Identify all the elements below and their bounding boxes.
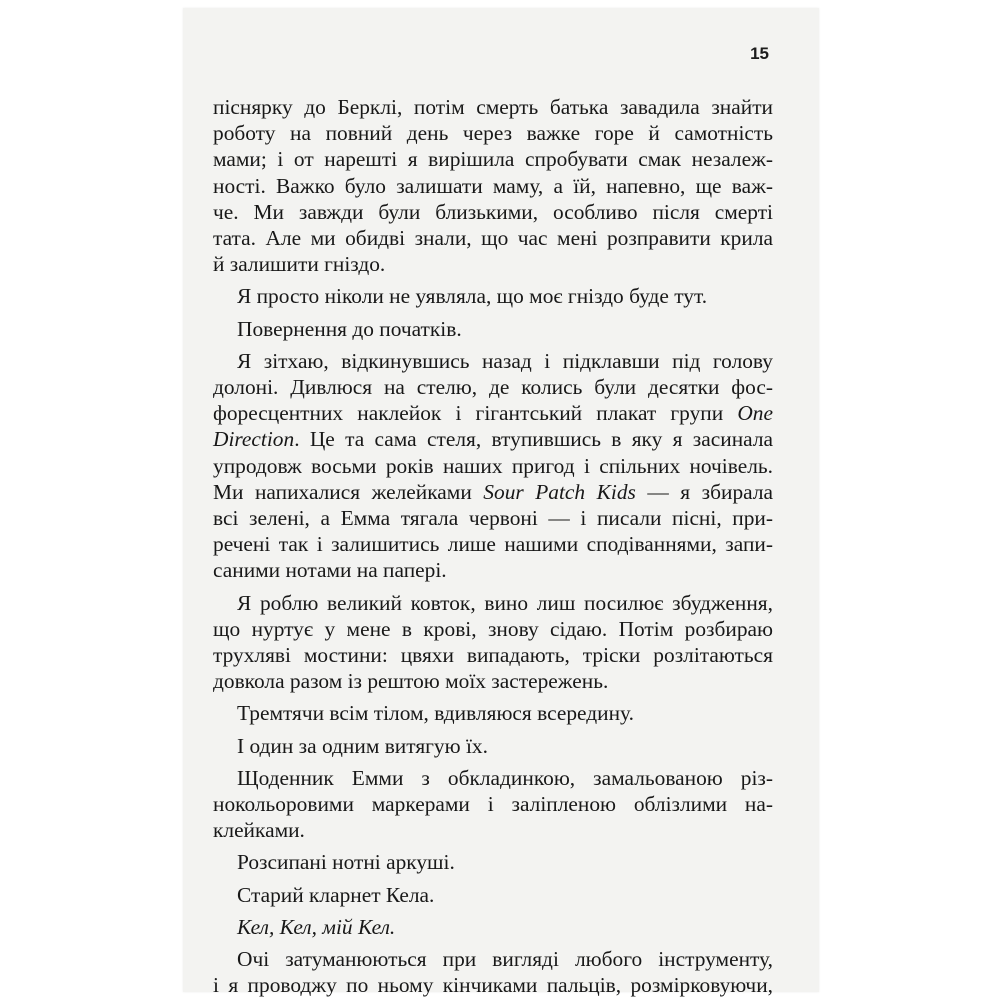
text-line: піснярку до Берклі, потім смерть батька завадила знайти [213, 95, 773, 119]
paragraph [213, 946, 773, 998]
text-line: І один за одним витягую їх. [237, 733, 488, 758]
paragraph [213, 316, 773, 342]
text-line: ності. Важко було залишати маму, а їй, напевно, ще важ- [213, 173, 773, 198]
paragraph [213, 914, 773, 940]
text-line: і я проводжу по ньому кінчиками пальців, розмірковуючи, [213, 973, 773, 998]
text-line: упродовж восьми років наших пригод і спільних ночівель. [213, 453, 773, 478]
text-line: форесцентних наклейок і гігантський плакат групи One [213, 401, 773, 426]
text-body [213, 94, 773, 999]
text-line: Direction. Це та сама стеля, втупившись в яку я засинала [213, 427, 773, 452]
text-line: че. Ми завжди були близькими, особливо після смерті [213, 199, 773, 224]
text-line: тата. Але ми обидві знали, що час мені розправити крила [213, 226, 773, 251]
paragraph [213, 849, 773, 875]
paragraph [213, 882, 773, 908]
text-line: роботу на повний день через важке горе й самотність [213, 121, 773, 146]
text-line: долоні. Дивлюся на стелю, де колись були десятки фос- [213, 375, 773, 400]
band-name: One [737, 401, 773, 426]
text-line: Я зітхаю, відкинувшись назад і підклавши під голову [237, 348, 773, 373]
page-number: 15 [750, 44, 769, 63]
text-line: нокольоровими маркерами і заліпленою облізлими на- [213, 792, 773, 817]
text-line: й залишити гніздо. [213, 252, 386, 277]
paragraph [213, 283, 773, 309]
text-line: що нуртує у мене в крові, знову сідаю. Потім розбираю [213, 616, 773, 641]
paragraph [213, 700, 773, 726]
paragraph [213, 590, 773, 695]
book-page [183, 8, 819, 998]
text-line: Розсипані нотні аркуші. [237, 850, 455, 875]
text-line: Ми напихалися желейками Sour Patch Kids — я збирала [213, 479, 773, 504]
text-line: трухляві мостини: цвяхи випадають, тріски розлітаються [213, 643, 773, 668]
paragraph [213, 94, 773, 277]
text-line: саними нотами на папері. [213, 558, 447, 583]
paragraph [213, 765, 773, 844]
paragraph [213, 348, 773, 584]
text-line: Повернення до початків. [237, 316, 462, 341]
candy-name: Sour Patch Kids [483, 479, 636, 504]
text-line: Я просто ніколи не уявляла, що моє гніздо буде тут. [237, 284, 708, 309]
text-line: Старий кларнет Кела. [237, 882, 435, 907]
text-line: довкола разом із рештою моїх застережень. [213, 669, 609, 694]
text-line: Щоденник Емми з обкладинкою, замальованою різ- [237, 765, 773, 790]
text-line: всі зелені, а Емма тягала червоні — і писали пісні, при- [213, 506, 773, 531]
text-line: клейками. [213, 818, 305, 843]
text-line: Тремтячи всім тілом, вдивляюся всередину. [237, 701, 634, 726]
text-line: речені так і залишитись лише нашими сподіваннями, запи- [213, 532, 773, 557]
text-line: Кел, Кел, мій Кел. [237, 914, 396, 939]
band-name-continued: Direction [213, 427, 295, 452]
text-line: мами; і от нарешті я вирішила спробувати смак незалеж- [213, 147, 773, 172]
text-line: Очі затуманюються при вигляді любого інструменту, [237, 947, 773, 972]
text-line: Я роблю великий ковток, вино лиш посилює збудження, [237, 590, 773, 615]
paragraph [213, 733, 773, 759]
